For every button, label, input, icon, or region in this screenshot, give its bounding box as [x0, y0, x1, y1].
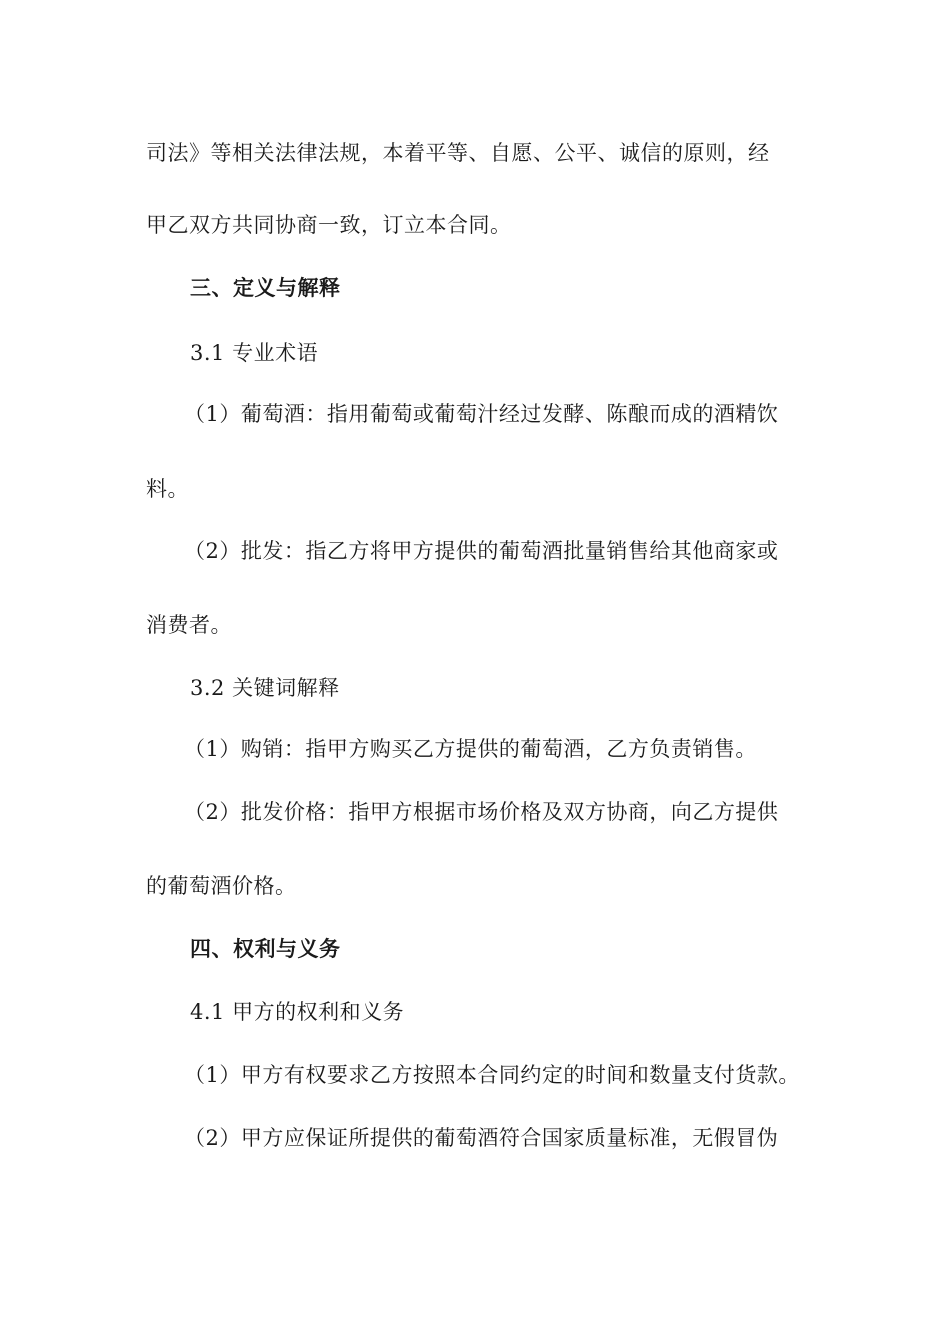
section-heading-rights: 四、权利与义务 [190, 937, 341, 961]
paragraph-line: （1）葡萄酒：指用葡萄或葡萄汁经过发酵、陈酿而成的酒精饮 [184, 402, 779, 426]
paragraph-line: （2）批发价格：指甲方根据市场价格及双方协商，向乙方提供 [184, 800, 779, 824]
subsection-heading-party-a: 4.1 甲方的权利和义务 [190, 1000, 405, 1024]
paragraph-line: 消费者。 [146, 613, 232, 637]
paragraph-line: （1）购销：指甲方购买乙方提供的葡萄酒，乙方负责销售。 [184, 737, 757, 761]
paragraph-line: （1）甲方有权要求乙方按照本合同约定的时间和数量支付货款。 [184, 1063, 800, 1087]
paragraph-line: 的葡萄酒价格。 [146, 874, 297, 898]
subsection-heading-keywords: 3.2 关键词解释 [190, 676, 340, 700]
paragraph-line: （2）甲方应保证所提供的葡萄酒符合国家质量标准，无假冒伪 [184, 1126, 779, 1150]
paragraph-line: （2）批发：指乙方将甲方提供的葡萄酒批量销售给其他商家或 [184, 539, 779, 563]
subsection-heading-terms: 3.1 专业术语 [190, 341, 319, 365]
paragraph-line: 甲乙双方共同协商一致，订立本合同。 [146, 213, 512, 237]
paragraph-line: 司法》等相关法律法规，本着平等、自愿、公平、诚信的原则，经 [146, 141, 770, 165]
paragraph-line: 料。 [146, 477, 189, 501]
section-heading-definitions: 三、定义与解释 [190, 276, 341, 300]
